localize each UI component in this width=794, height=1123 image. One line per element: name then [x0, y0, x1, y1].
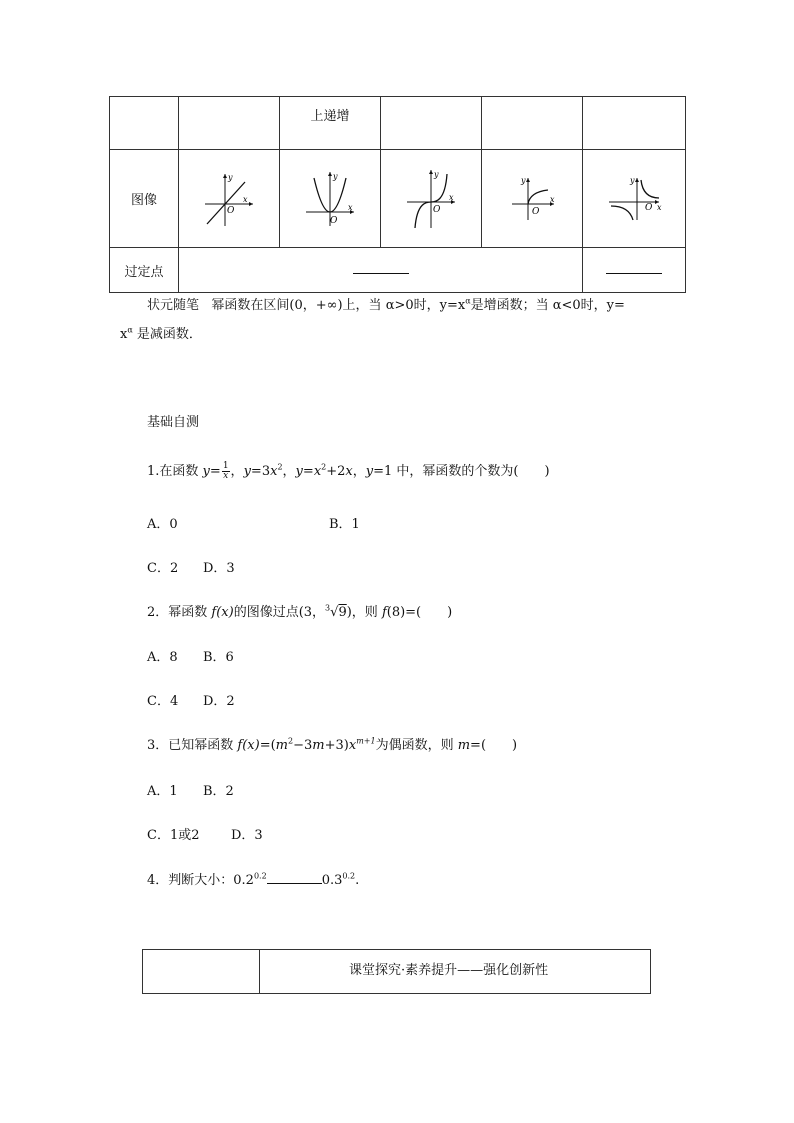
banner-title: 课堂探究·素养提升——强化创新性 — [349, 963, 549, 978]
q3-option-b: B．2 — [203, 784, 234, 799]
fixed-point-blank — [353, 263, 409, 274]
fixed-point-blank-neg — [606, 263, 662, 274]
axis-x-label: x — [348, 202, 353, 212]
q3-exp: m+1 — [356, 736, 376, 746]
axis-x-label: x — [550, 194, 555, 204]
q2-radicand: 9 — [338, 605, 347, 620]
note-text-2: 是减函数． — [136, 327, 202, 342]
power-function-table — [109, 96, 686, 293]
q2-root-symbol: √ — [330, 605, 339, 620]
q1-prefix: 1.在函数 — [147, 464, 203, 479]
cubic-graph-icon — [401, 166, 461, 232]
sqrt-graph-icon — [502, 168, 562, 230]
axis-y-label: y — [521, 175, 526, 185]
q1-option-c: C．2 — [147, 561, 179, 576]
q3-option-d: D．3 — [231, 828, 263, 843]
table-cell-empty — [179, 97, 280, 150]
q1-eq: = — [209, 464, 221, 479]
q4-answer-blank — [267, 871, 322, 884]
graph-cell-sqrt — [482, 150, 583, 248]
note-x: x — [120, 327, 128, 342]
origin-label: O — [227, 205, 235, 216]
section-banner — [142, 949, 651, 994]
q1-end: =1 中，幂函数的个数为( ) — [373, 464, 550, 479]
q4-mid: 0.3 — [321, 873, 343, 888]
table-cell-empty — [583, 97, 686, 150]
q3-m: m — [457, 738, 471, 753]
axis-y-label: y — [228, 172, 233, 182]
question-1 — [147, 460, 550, 481]
question-2 — [147, 601, 452, 620]
axis-x-label: x — [657, 202, 662, 212]
section-title: 基础自测 — [147, 415, 200, 430]
q1-sq: 2 — [277, 462, 283, 472]
q1-comma: ， — [352, 464, 366, 479]
q3-minus3: −3 — [293, 738, 313, 753]
q1-x: x — [345, 464, 353, 479]
increasing-text: 上递增 — [310, 109, 350, 124]
q1-y: y — [295, 464, 303, 479]
table-cell-empty — [110, 97, 179, 150]
q1-fraction — [222, 462, 230, 481]
table-cell-increasing — [280, 97, 381, 150]
row-label-graph — [110, 150, 179, 248]
q2-end: (8)=( ) — [386, 605, 453, 620]
q3-prefix: 3．已知幂函数 — [147, 738, 238, 753]
q1-eq: = — [302, 464, 314, 479]
q3-eq: =( — [259, 738, 276, 753]
q1-sq: 2 — [321, 462, 327, 472]
note-lead: 状元随笔 — [147, 298, 200, 313]
graph-cell-reciprocal — [583, 150, 686, 248]
q2-mid: 的图像过点(3， — [233, 605, 326, 620]
question-3 — [147, 734, 517, 753]
q2-option-d: D．2 — [203, 694, 235, 709]
q3-m: m — [275, 738, 288, 753]
q1-plus2: +2 — [326, 464, 346, 479]
table-cell-empty — [381, 97, 482, 150]
axis-x-label: x — [449, 192, 454, 202]
axis-y-label: y — [434, 169, 439, 179]
q1-x: x — [270, 464, 278, 479]
origin-label: O — [645, 202, 653, 213]
graph-label: 图像 — [130, 193, 157, 208]
q3-sq: 2 — [288, 736, 294, 746]
q3-end: 为偶函数，则 — [375, 738, 458, 753]
q4-exp1: 0.2 — [253, 871, 267, 881]
q2-option-a: A．8 — [147, 650, 178, 665]
hyperbola-graph-icon — [603, 168, 665, 230]
q1-3x: =3 — [250, 464, 271, 479]
q1-y: y — [202, 464, 210, 479]
q1-y: y — [243, 464, 251, 479]
axis-y-label: y — [333, 171, 338, 181]
q2-option-c: C．4 — [147, 694, 179, 709]
note-text-1: 幂函数在区间(0，+∞)上，当 α>0时，y=x — [211, 298, 466, 313]
axis-y-label: y — [630, 175, 635, 185]
q4-prefix: 4．判断大小：0.2 — [147, 873, 254, 888]
fixed-point-label: 过定点 — [124, 264, 164, 280]
fixed-point-answer-cell-neg — [583, 248, 686, 293]
q2-f: f — [381, 605, 387, 620]
q1-frac-den: x — [223, 471, 229, 481]
alpha-exponent: α — [465, 296, 471, 306]
q3-option-a: A．1 — [147, 784, 178, 799]
origin-label: O — [330, 215, 338, 226]
question-4 — [147, 869, 359, 888]
graph-cell-cube — [381, 150, 482, 248]
row-label-fixed-point — [110, 248, 179, 293]
q2-option-b: B．6 — [203, 650, 234, 665]
q3-option-c: C．1或2 — [147, 828, 200, 843]
table-cell-empty — [482, 97, 583, 150]
parabola-graph-icon — [300, 168, 360, 230]
q3-end2: =( ) — [470, 738, 518, 753]
q2-mid2: )，则 — [346, 605, 382, 620]
note-line-1 — [147, 294, 625, 313]
origin-label: O — [532, 206, 540, 217]
q1-comma: ， — [230, 464, 244, 479]
q3-m: m — [312, 738, 325, 753]
axis-x-label: x — [243, 194, 248, 204]
fixed-point-answer-cell — [179, 248, 583, 293]
q3-plus3: +3) — [324, 738, 349, 753]
banner-divider — [259, 950, 260, 993]
q1-option-d: D．3 — [203, 561, 235, 576]
q4-exp2: 0.2 — [342, 871, 356, 881]
q2-root-index: 3 — [325, 603, 331, 613]
q3-fx: f(x) — [237, 738, 260, 753]
graph-cell-square — [280, 150, 381, 248]
q4-end: . — [355, 873, 360, 888]
linear-graph-icon — [199, 168, 259, 230]
alpha-exponent: α — [127, 325, 133, 335]
note-line-2 — [120, 323, 202, 342]
q1-x: x — [313, 464, 322, 479]
q1-option-b: B．1 — [329, 517, 360, 532]
q1-frac-num: 1 — [222, 461, 229, 471]
q3-x: x — [348, 738, 357, 753]
q1-y: y — [365, 464, 374, 479]
q1-comma: ， — [282, 464, 296, 479]
graph-cell-linear — [179, 150, 280, 248]
q2-prefix: 2．幂函数 — [147, 605, 212, 620]
q2-fx: f(x) — [211, 605, 234, 620]
note-text-1-end: 是增函数；当 α<0时，y= — [470, 298, 625, 313]
q1-option-a: A．0 — [147, 517, 178, 532]
origin-label: O — [433, 204, 441, 215]
